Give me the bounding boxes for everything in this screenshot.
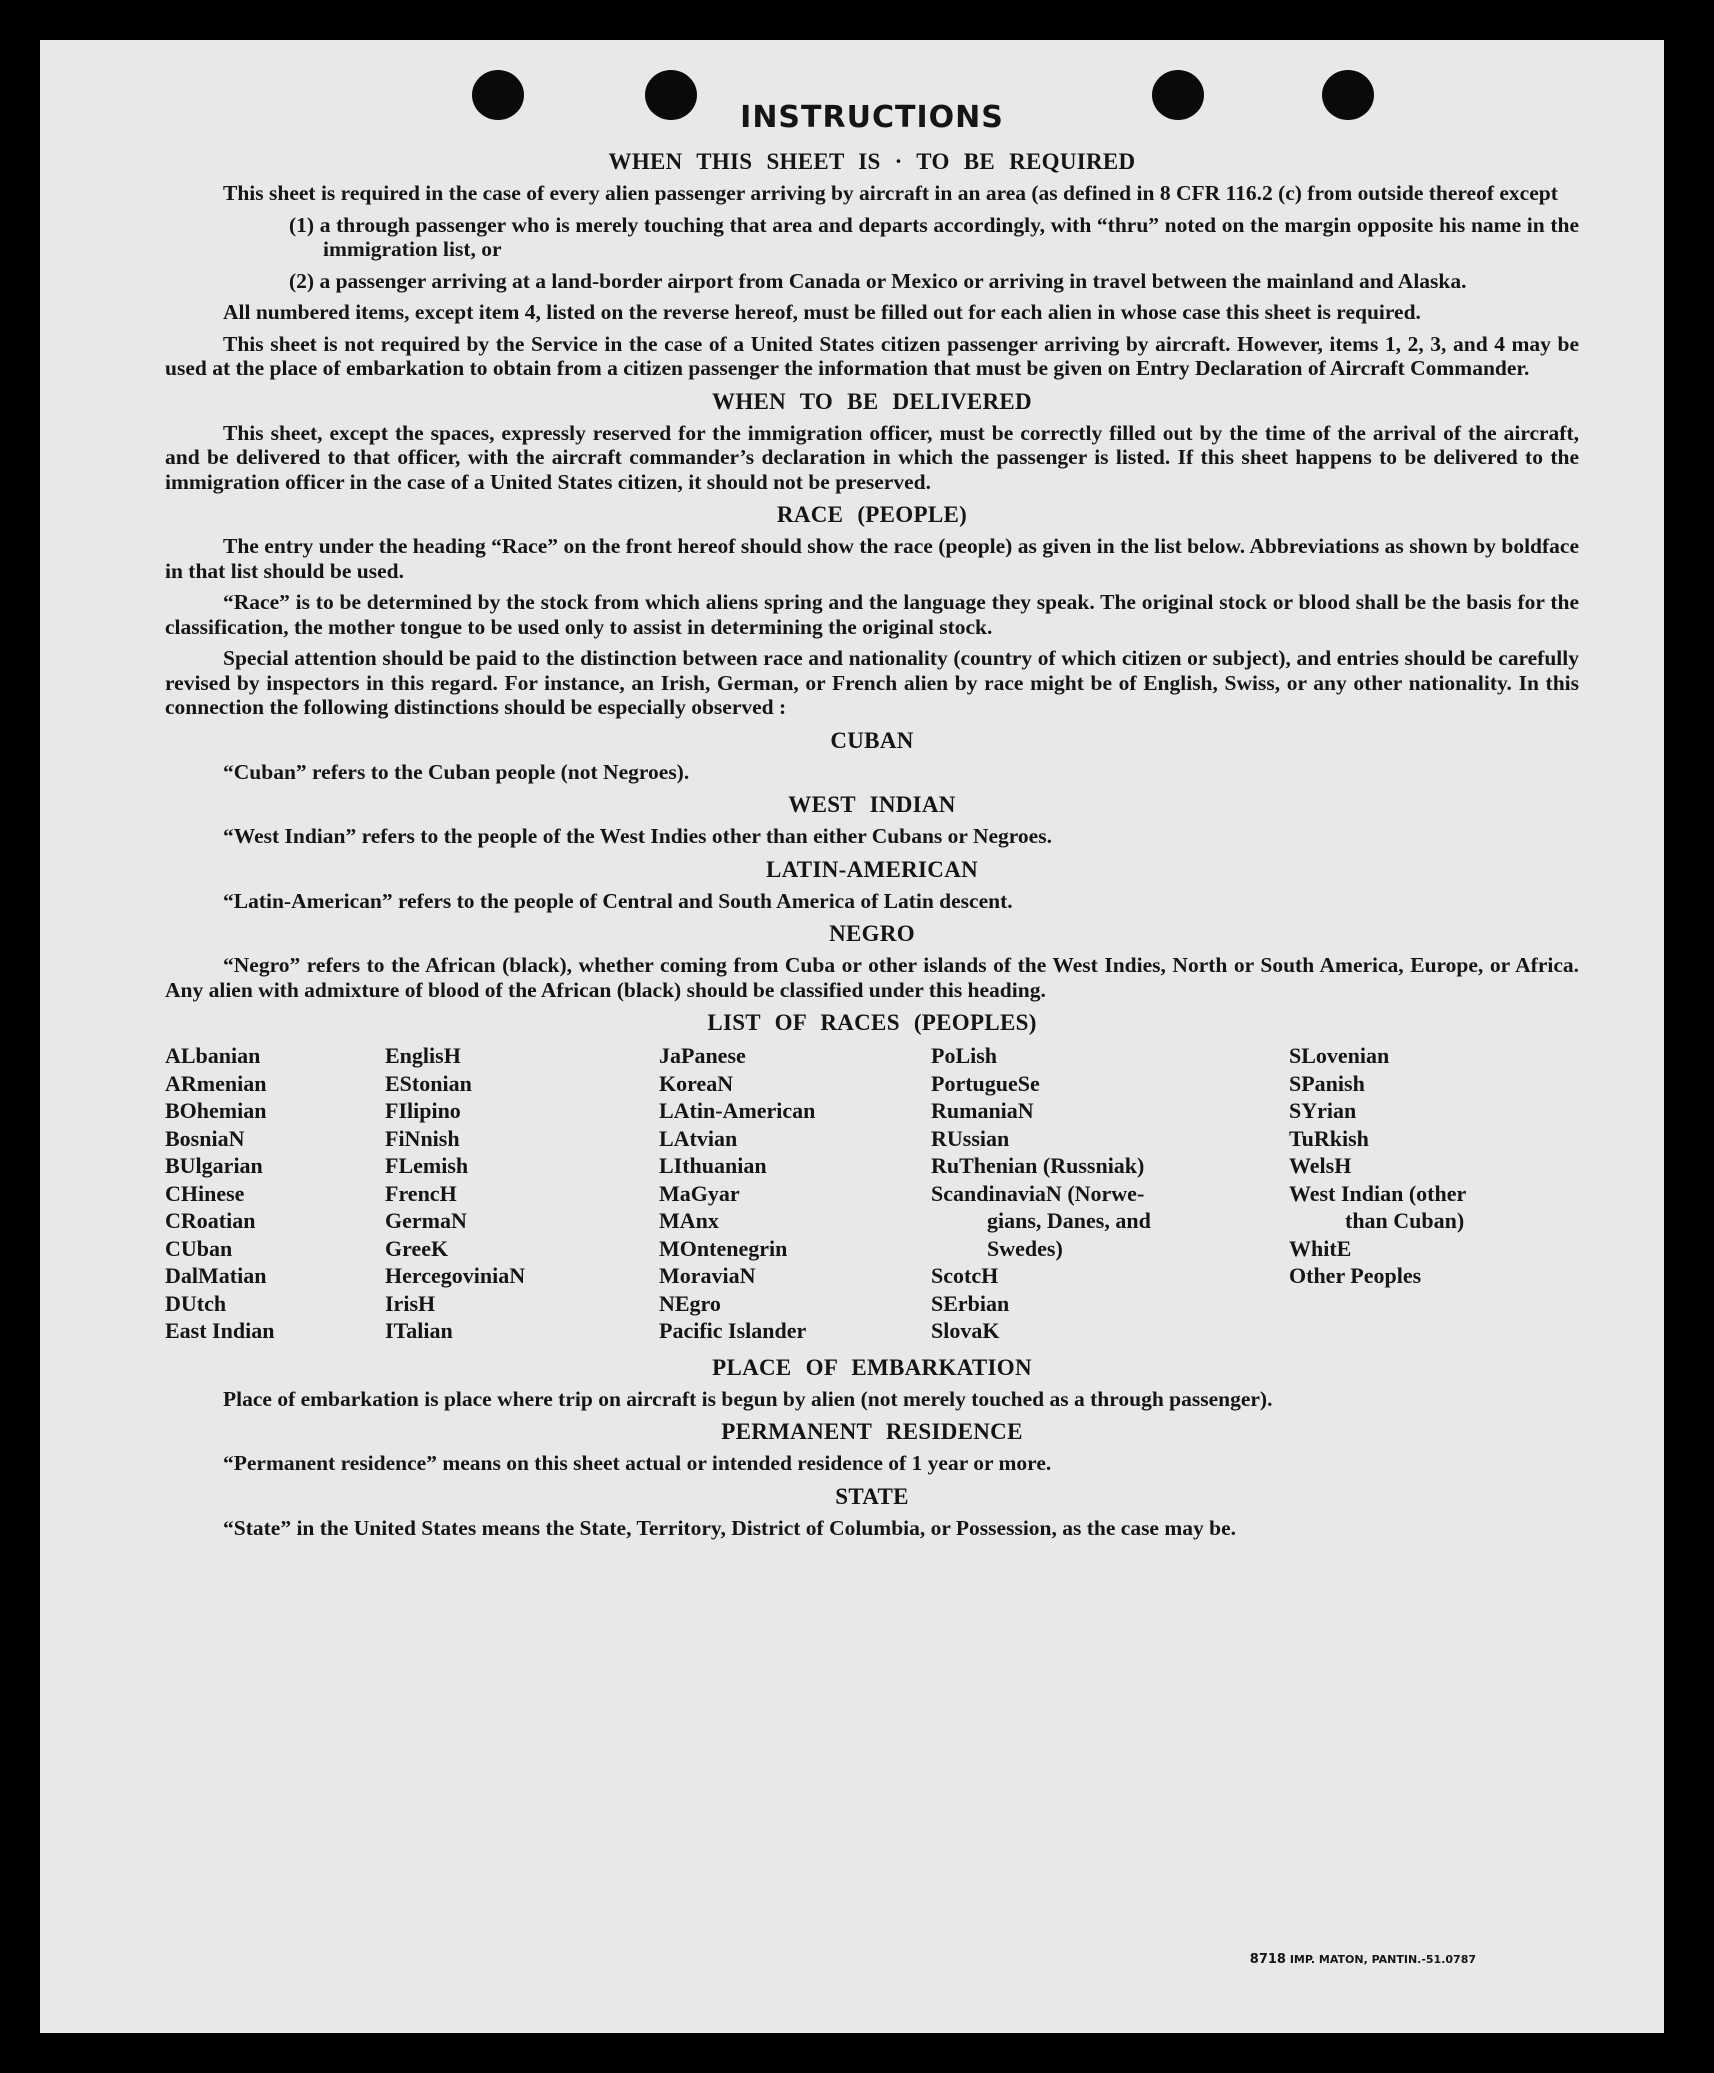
paragraph: “Race” is to be determined by the stock from which aliens spring and the language they speak. The original stock or blood shall be the basis for the classification, the mother tongue to be used only to assist in determining the original stock. <box>165 590 1579 639</box>
list-item: EnglisH <box>385 1043 461 1068</box>
paragraph: “State” in the United States means the State, Territory, District of Columbia, or Possession, as the case may be. <box>223 1515 1237 1540</box>
list-item: FIlipino <box>385 1098 461 1123</box>
paragraph: “Cuban” refers to the Cuban people (not Negroes). <box>223 759 690 784</box>
section-heading-residence: PERMANENT RESIDENCE <box>721 1419 1023 1444</box>
races-column-3 <box>659 1042 931 1345</box>
list-item: CRoatian <box>165 1208 256 1233</box>
paragraph: “Negro” refers to the African (black), whether coming from Cuba or other islands of the West Indies, North or South America, Europe, or Africa. Any alien with admixture of blood of the African (black) should be classified under this heading. <box>165 953 1579 1002</box>
document-sheet <box>40 40 1664 2033</box>
paragraph: “Latin-American” refers to the people of Central and South America of Latin descent. <box>223 888 1013 913</box>
section-heading-required: WHEN THIS SHEET IS · TO BE REQUIRED <box>608 149 1136 174</box>
list-item: SPanish <box>1289 1070 1365 1096</box>
list-item: DUtch <box>165 1290 227 1316</box>
list-item: ALbanian <box>165 1043 261 1068</box>
section-heading-west-indian: WEST INDIAN <box>788 792 956 817</box>
list-item: PoLish <box>931 1043 998 1068</box>
section-heading-delivered: WHEN TO BE DELIVERED <box>712 388 1032 414</box>
paragraph: All numbered items, except item 4, listed on the reverse hereof, must be filled out for each alien in whose case this sheet is required. <box>223 300 1421 324</box>
list-item: Swedes) <box>987 1235 1063 1261</box>
list-item: KoreaN <box>659 1070 734 1096</box>
list-item: EStonian <box>385 1070 472 1096</box>
printer-name: IMP. MATON, PANTIN.-51.0787 <box>1289 1953 1476 1966</box>
list-item: NEgro <box>659 1290 721 1316</box>
list-item: MoraviaN <box>659 1263 756 1288</box>
section-heading-state: STATE <box>835 1483 909 1509</box>
races-column-4 <box>931 1042 1289 1345</box>
page-title: INSTRUCTIONS <box>740 100 1004 135</box>
list-item: RuThenian (Russniak) <box>931 1153 1145 1178</box>
list-item: SlovaK <box>931 1318 1000 1343</box>
list-item: SLovenian <box>1289 1043 1390 1068</box>
list-item: WhitE <box>1289 1235 1352 1261</box>
list-item: BUlgarian <box>165 1153 263 1178</box>
list-item: MaGyar <box>659 1180 740 1206</box>
list-item: Other Peoples <box>1289 1263 1422 1288</box>
list-item: BOhemian <box>165 1098 267 1123</box>
document-content <box>165 100 1579 1547</box>
list-item: ScotcH <box>931 1263 999 1288</box>
list-item: than Cuban) <box>1345 1208 1465 1233</box>
list-item: CUban <box>165 1235 233 1261</box>
list-item: LAtin-American <box>659 1098 816 1123</box>
list-item: HercegoviniaN <box>385 1263 526 1288</box>
paragraph: Special attention should be paid to the distinction between race and nationality (country of which citizen or subject), and entries should be carefully revised by inspectors in this regard. For instance, an Irish, German, or French alien by race might be of English, Swiss, or any other nationality. In this connection the following distinctions should be especially observed : <box>165 646 1579 719</box>
paragraph: “Permanent residence” means on this sheet actual or intended residence of 1 year or more. <box>223 1451 1052 1475</box>
list-item: TuRkish <box>1289 1125 1369 1151</box>
list-item: FiNnish <box>385 1125 460 1151</box>
paragraph: Place of embarkation is place where trip on aircraft is begun by alien (not merely touched as a through passenger). <box>223 1386 1273 1411</box>
list-item: SYrian <box>1289 1098 1357 1123</box>
section-heading-latin-american: LATIN-AMERICAN <box>765 856 979 882</box>
list-item: LAtvian <box>659 1125 738 1151</box>
exception-item-2: (2) a passenger arriving at a land-border airport from Canada or Mexico or arriving in travel between the mainland and Alaska. <box>289 268 1467 293</box>
list-item: JaPanese <box>659 1043 746 1068</box>
races-column-2 <box>385 1042 659 1345</box>
list-item: FLemish <box>385 1153 469 1178</box>
list-item: MAnx <box>659 1208 719 1233</box>
races-column-1 <box>165 1042 385 1345</box>
list-item: PortugueSe <box>931 1070 1040 1096</box>
section-heading-embarkation: PLACE OF EMBARKATION <box>712 1354 1032 1380</box>
section-heading-cuban: CUBAN <box>830 727 914 753</box>
paragraph: This sheet is not required by the Service in the case of a United States citizen passenger arriving by aircraft. However, items 1, 2, 3, and 4 may be used at the place of embarkation to obtain from a citizen passenger the information that must be given on Entry Declaration of Aircraft Commander. <box>165 331 1579 380</box>
list-item: RUssian <box>931 1125 1010 1151</box>
races-column-5 <box>1289 1042 1579 1345</box>
list-item: WelsH <box>1289 1153 1352 1178</box>
list-item: GermaN <box>385 1208 467 1233</box>
list-item: gians, Danes, and <box>987 1208 1151 1233</box>
list-item: Pacific Islander <box>659 1318 807 1343</box>
list-item: MOntenegrin <box>659 1235 788 1261</box>
section-heading-negro: NEGRO <box>829 921 915 946</box>
printer-imprint <box>1250 1952 1476 1967</box>
paragraph: This sheet, except the spaces, expressly reserved for the immigration officer, must be correctly filled out by the time of the arrival of the aircraft, and be delivered to that officer, with the aircraft commander’s declaration in which the passenger is listed. If this sheet happens to be delivered to the immigration officer in the case of a United States citizen, it should not be preserved. <box>165 420 1579 494</box>
paragraph: This sheet is required in the case of every alien passenger arriving by aircraft in an area (as defined in 8 CFR 116.2 (c) from outside thereof except <box>223 181 1558 205</box>
exception-item-1: (1) a through passenger who is merely touching that area and departs accordingly, with “thru” noted on the margin opposite his name in the immigration list, or <box>289 212 1579 261</box>
list-item: SErbian <box>931 1290 1010 1316</box>
list-item: DalMatian <box>165 1263 267 1288</box>
list-item: IrisH <box>385 1290 436 1316</box>
list-item: ScandinaviaN (Norwe- <box>931 1180 1145 1206</box>
list-item: RumaniaN <box>931 1098 1034 1123</box>
list-item: ITalian <box>385 1318 453 1343</box>
list-item: CHinese <box>165 1180 245 1206</box>
paragraph: The entry under the heading “Race” on the front hereof should show the race (people) as given in the list below. Abbreviations as shown by boldface in that list should be used. <box>165 534 1579 583</box>
section-heading-race: RACE (PEOPLE) <box>776 502 968 527</box>
list-item: BosniaN <box>165 1125 245 1151</box>
paragraph: “West Indian” refers to the people of the West Indies other than either Cubans or Negroes. <box>223 824 1052 848</box>
list-item: East Indian <box>165 1318 275 1343</box>
list-item: West Indian (other <box>1289 1180 1467 1206</box>
form-number: 8718 <box>1249 1952 1286 1967</box>
list-item: FrencH <box>385 1180 457 1206</box>
list-item: ARmenian <box>165 1070 267 1096</box>
list-item: LIthuanian <box>659 1153 767 1178</box>
section-heading-list-of-races: LIST OF RACES (PEOPLES) <box>707 1010 1037 1035</box>
races-list <box>165 1042 1579 1345</box>
list-item: GreeK <box>385 1235 449 1261</box>
